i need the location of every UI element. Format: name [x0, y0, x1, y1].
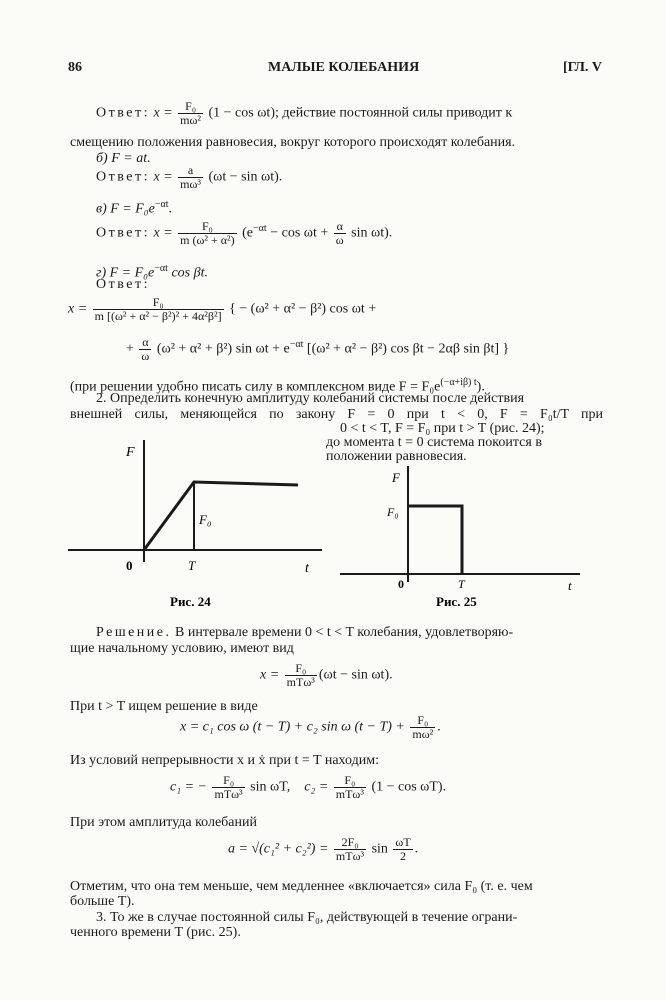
note-text: (при решении удобно писать силу в комплексном виде F = F₀e — [70, 379, 441, 395]
fig25-force-pulse — [408, 506, 462, 574]
fig24-caption: Рис. 24 — [170, 594, 211, 609]
answer-1-continuation: смещению положения равновесия, вокруг которого происходят колебания. — [70, 135, 516, 150]
fig25-caption: Рис. 25 — [436, 594, 477, 609]
fraction-numerator: 2F₀ — [334, 836, 366, 850]
fig25-t-label: T — [458, 577, 465, 591]
solution-line-5: При этом амплитуда колебаний — [70, 815, 257, 830]
fraction-denominator: mTω³ — [335, 849, 365, 863]
fraction-numerator: F₀ — [285, 662, 317, 676]
answer-b — [96, 164, 282, 191]
eq3-c2-lhs: c₂ = — [304, 779, 332, 795]
figure-24 — [60, 430, 330, 620]
fraction-denominator: ω — [335, 233, 344, 247]
solution-label: Решение. — [96, 625, 172, 640]
fraction-numerator: F₀ — [178, 220, 236, 234]
answer-c-middle: − cos ωt + — [266, 225, 332, 241]
eq2-body: x = c₁ cos ω (t − T) + c₂ sin ω (t − T) + — [180, 719, 409, 735]
fraction-denominator: mω³ — [180, 177, 201, 191]
answer-c-lhs: x = — [153, 225, 177, 241]
fraction-numerator: ωT — [395, 835, 411, 849]
answer-1-fraction — [178, 100, 203, 127]
eq1-rhs: (ωt − sin ωt). — [318, 667, 393, 683]
note-exponent: (−α+iβ) t — [440, 377, 477, 388]
answer-c-exponent: −αt — [253, 223, 267, 235]
case-c-label: в) $F = F_0e^{-\alpha t}$. — [96, 199, 173, 217]
fig24-origin-label: 0 — [126, 558, 133, 573]
answer-d-line-1 — [68, 296, 376, 323]
eq1-lhs: x = — [260, 667, 283, 683]
eq3-c2-rhs: (1 − cos ωT). — [367, 779, 447, 795]
eq2-fraction — [410, 714, 435, 741]
note-tail: ). — [476, 379, 485, 395]
answer-d-fraction — [93, 296, 224, 323]
running-title: МАЛЫЕ КОЛЕБАНИЯ — [268, 60, 420, 75]
problem-2-line-2: внешней силы, меняющейся по закону F = 0 при t < 0, F = F₀t/T при — [70, 407, 603, 422]
plus-sign: + — [126, 341, 138, 357]
fraction-denominator: mω² — [180, 113, 201, 127]
eq3-fraction-1 — [212, 774, 244, 801]
case-b-text: б) F = at. — [96, 151, 151, 166]
eq4-fraction-2 — [393, 836, 412, 863]
case-d-exponent: −αt — [154, 263, 168, 274]
solution-line-1 — [96, 624, 513, 641]
equation-2 — [180, 714, 441, 741]
fraction-numerator: F₀ — [410, 714, 435, 728]
problem-2-line-3: 0 < t < T, F = F₀ при t > T (рис. 24); — [340, 421, 545, 436]
problem-3-line-1: 3. То же в случае постоянной силы F₀, действующей в течение ограни- — [96, 910, 518, 925]
problem-2-line-5: положении равновесия. — [326, 449, 467, 464]
answer-label: Ответ: — [96, 225, 150, 241]
fig24-t-label: T — [188, 558, 196, 573]
fig25-x-label: t — [568, 578, 572, 593]
equation-3 — [170, 774, 446, 801]
answer-b-fraction — [178, 164, 203, 191]
case-d-text: г) F = F₀e — [96, 265, 155, 281]
case-d-tail: cos βt. — [167, 265, 208, 281]
chapter-label: [ГЛ. V — [563, 60, 602, 75]
eq3-fraction-2 — [334, 774, 366, 801]
fraction-denominator: mω² — [412, 727, 434, 741]
answer-b-lhs: x = — [153, 169, 177, 185]
fraction-numerator: α — [334, 220, 346, 234]
answer-c-fraction — [178, 220, 236, 247]
answer-1-rest: (1 − cos ωt); действие постоянной силы приводит к — [208, 105, 513, 121]
equation-4 — [228, 836, 418, 863]
fraction-denominator: 2 — [400, 849, 407, 863]
fraction-numerator: F₀ — [93, 296, 224, 310]
fraction-numerator: F₀ — [178, 100, 203, 114]
solution-line-6: Отметим, что она тем меньше, чем медленнее «включается» сила F₀ (т. е. чем — [70, 879, 533, 894]
answer-1 — [96, 100, 512, 127]
page-number: 86 — [68, 60, 82, 75]
fraction-denominator: m (ω² + α²) — [180, 233, 235, 247]
answer-d-lhs: x = — [68, 301, 91, 317]
fraction-denominator: mTω³ — [214, 787, 243, 801]
answer-label: Ответ: — [96, 277, 150, 292]
fraction-denominator: m [(ω² + α² − β²)² + 4α²β²] — [94, 309, 222, 323]
equation-1 — [260, 662, 393, 689]
eq4-fraction-1 — [334, 836, 366, 863]
fig25-origin-label: 0 — [398, 577, 404, 591]
answer-1-lhs: x = — [153, 105, 177, 121]
problem-3-line-2: ченного времени T (рис. 25). — [70, 925, 241, 940]
answer-d-exponent: −αt — [289, 339, 304, 351]
eq1-fraction — [285, 662, 317, 689]
answer-d-rhs-2a: (ω² + α² + β²) sin ωt + e — [153, 341, 290, 357]
fig25-f0-label: F₀ — [387, 505, 399, 519]
answer-d-rhs-1: { − (ω² + α² − β²) cos ωt + — [229, 301, 377, 317]
fraction-numerator: a — [178, 164, 203, 178]
answer-d-line-2 — [126, 336, 509, 363]
figure-25 — [336, 462, 591, 612]
eq4-sin: sin — [368, 841, 392, 857]
problem-2-line-4: до момента t = 0 система покоится в — [326, 435, 542, 450]
answer-label: Ответ: — [96, 169, 150, 185]
answer-label: Ответ: — [96, 105, 150, 121]
answer-b-rest: (ωt − sin ωt). — [208, 169, 283, 185]
fig24-force-curve — [144, 482, 298, 550]
answer-c-end: sin ωt). — [347, 225, 393, 241]
fraction-denominator: ω — [141, 349, 150, 363]
answer-c — [96, 220, 392, 247]
answer-c-paren: (e — [242, 225, 254, 241]
fraction-denominator: mTω³ — [286, 675, 315, 689]
solution-line-3: При t > T ищем решение в виде — [70, 699, 258, 714]
solution-line-2: щие начальному условию, имеют вид — [70, 641, 294, 656]
eq3-c1-rhs: sin ωT, — [246, 779, 291, 795]
case-c-text: в) F = F₀e — [96, 201, 155, 217]
fraction-denominator: mTω³ — [335, 787, 364, 801]
answer-d-fraction-2 — [139, 336, 151, 363]
eq2-end: . — [437, 719, 441, 735]
fraction-numerator: F₀ — [334, 774, 366, 788]
fraction-numerator: F₀ — [212, 774, 244, 788]
fig25-y-label: F — [392, 470, 400, 485]
answer-d-rhs-2b: [(ω² + α² − β²) cos βt − 2αβ sin βt] } — [303, 341, 510, 357]
solution-line-1-text: В интервале времени 0 < t < T колебания, удовлетворяю- — [171, 625, 514, 640]
fig24-y-label: F — [126, 445, 135, 460]
problem-2-line-1: 2. Определить конечную амплитуду колебаний системы после действия — [96, 391, 525, 406]
eq4-end: . — [414, 841, 419, 857]
eq4-lhs: a = √(c₁² + c₂²) = — [228, 841, 332, 857]
answer-c-fraction-2 — [334, 220, 346, 247]
solution-line-4: Из условий непрерывности x и ẋ при t = T находим: — [70, 753, 379, 768]
case-c-exponent: −αt — [154, 199, 169, 210]
fig24-x-label: t — [305, 561, 309, 576]
solution-line-7: больше T). — [70, 894, 135, 909]
eq3-c1-lhs: c₁ = − — [170, 779, 211, 795]
fig24-f0-label: F₀ — [199, 512, 212, 527]
fraction-numerator: α — [139, 336, 151, 350]
